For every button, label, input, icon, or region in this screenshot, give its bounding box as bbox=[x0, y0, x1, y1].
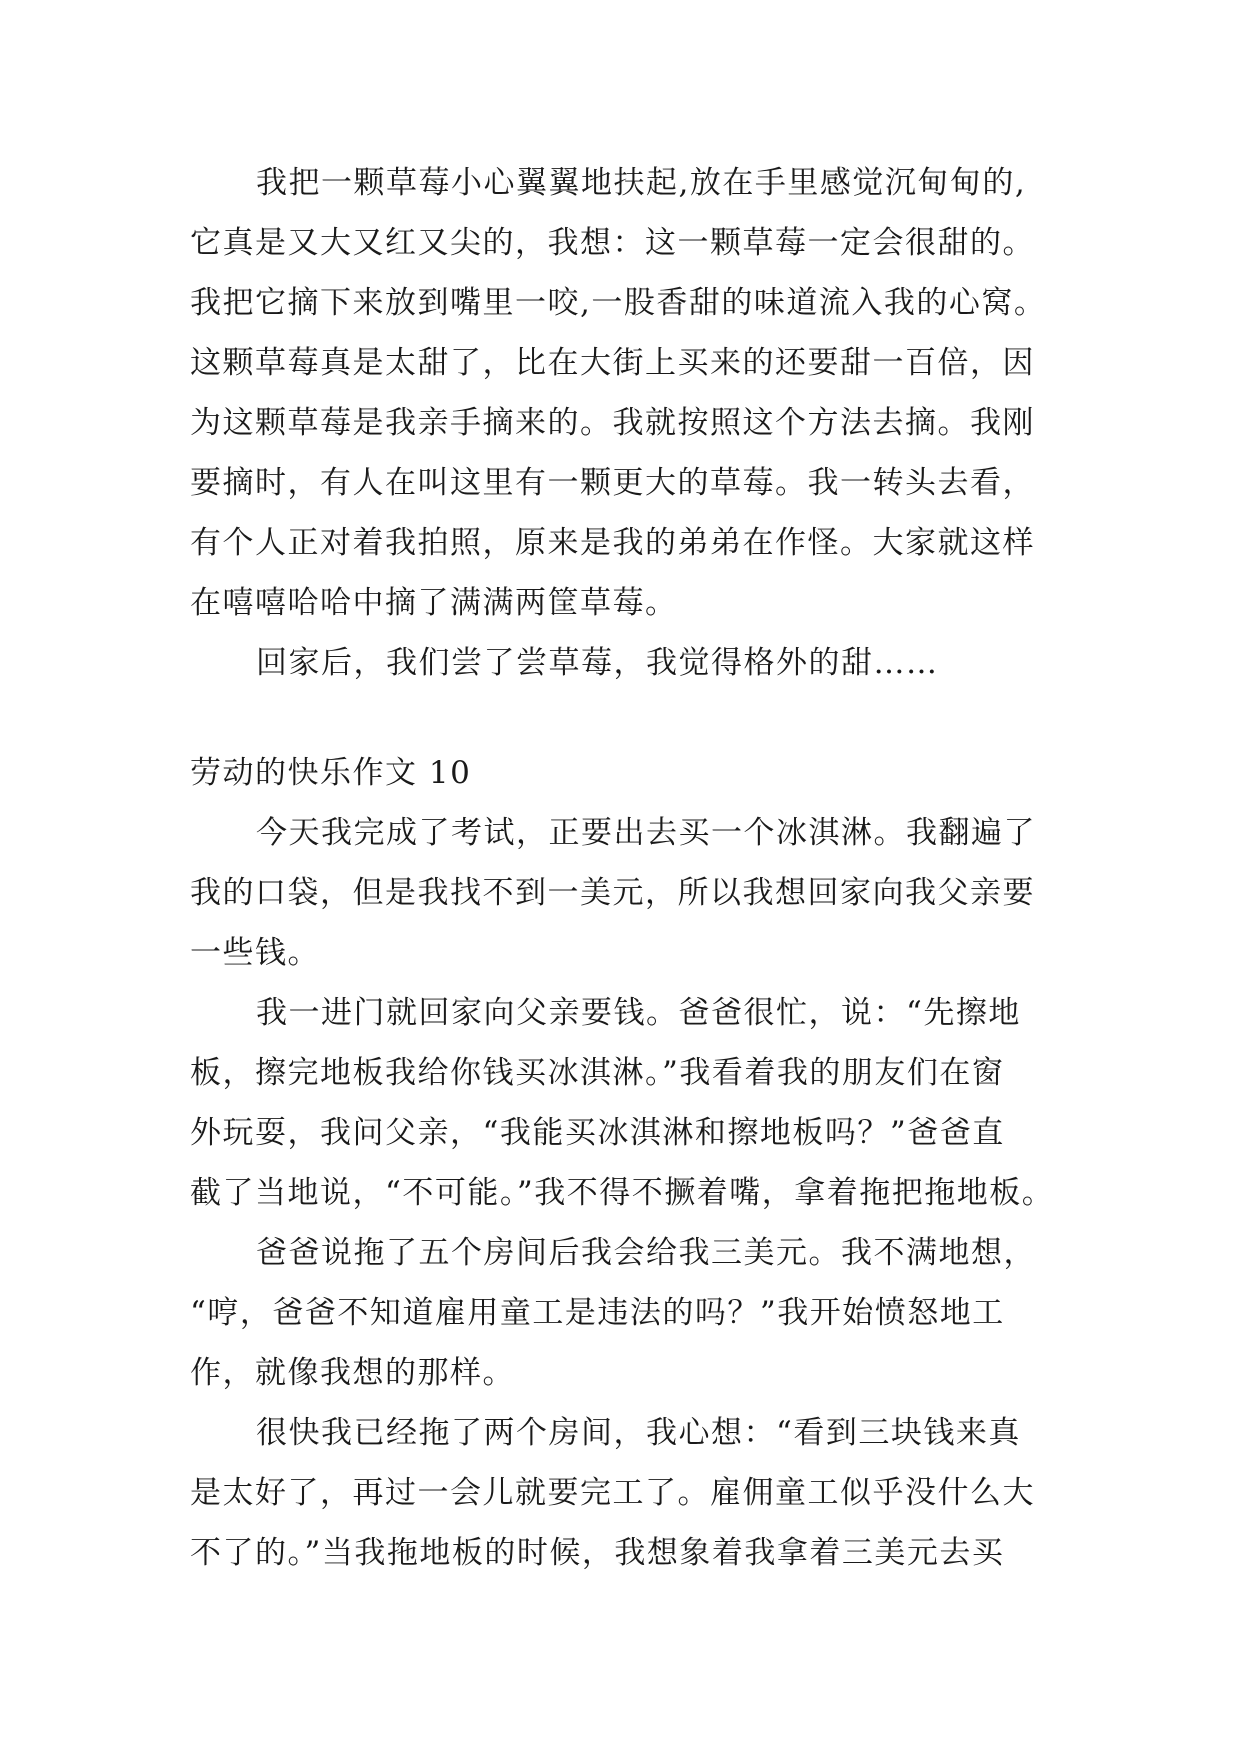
paragraph-line: 我的口袋，但是我找不到一美元，所以我想回家向我父亲要 bbox=[190, 875, 1035, 911]
paragraph-line: 截了当地说，“不可能。”我不得不撅着嘴，拿着拖把拖地板。 bbox=[190, 1175, 1055, 1211]
paragraph-line: 我一进门就回家向父亲要钱。爸爸很忙，说：“先擦地 bbox=[256, 995, 1021, 1031]
paragraph-line: 为这颗草莓是我亲手摘来的。我就按照这个方法去摘。我刚 bbox=[190, 405, 1035, 441]
paragraph-line: 在嘻嘻哈哈中摘了满满两筐草莓。 bbox=[190, 585, 678, 621]
paragraph-line: 今天我完成了考试，正要出去买一个冰淇淋。我翻遍了 bbox=[256, 815, 1036, 851]
paragraph-line: 它真是又大又红又尖的，我想：这一颗草莓一定会很甜的。 bbox=[190, 225, 1035, 261]
paragraph-line: 要摘时，有人在叫这里有一颗更大的草莓。我一转头去看， bbox=[190, 465, 1035, 501]
paragraph-line: 是太好了，再过一会儿就要完工了。雇佣童工似乎没什么大 bbox=[190, 1475, 1035, 1511]
paragraph-line: 不了的。”当我拖地板的时候，我想象着我拿着三美元去买 bbox=[190, 1535, 1005, 1571]
paragraph-line: 有个人正对着我拍照，原来是我的弟弟在作怪。大家就这样 bbox=[190, 525, 1035, 561]
paragraph-line: 我把一颗草莓小心翼翼地扶起,放在手里感觉沉甸甸的, bbox=[256, 165, 1027, 201]
section-title: 劳动的快乐作文 10 bbox=[190, 755, 472, 791]
paragraph-line: 作，就像我想的那样。 bbox=[190, 1355, 515, 1391]
paragraph-line: 爸爸说拖了五个房间后我会给我三美元。我不满地想， bbox=[256, 1235, 1036, 1271]
paragraph-line: 一些钱。 bbox=[190, 935, 320, 971]
paragraph-line: 外玩耍，我问父亲，“我能买冰淇淋和擦地板吗？”爸爸直 bbox=[190, 1115, 1005, 1151]
paragraph-line: 回家后，我们尝了尝草莓，我觉得格外的甜…… bbox=[256, 645, 939, 681]
paragraph-line: 这颗草莓真是太甜了，比在大街上买来的还要甜一百倍，因 bbox=[190, 345, 1035, 381]
paragraph-line: 我把它摘下来放到嘴里一咬,一股香甜的味道流入我的心窝。 bbox=[190, 285, 1047, 321]
paragraph-line: 板，擦完地板我给你钱买冰淇淋。”我看着我的朋友们在窗 bbox=[190, 1055, 1005, 1091]
paragraph-line: 很快我已经拖了两个房间，我心想：“看到三块钱来真 bbox=[256, 1415, 1021, 1451]
paragraph-line: “哼，爸爸不知道雇用童工是违法的吗？”我开始愤怒地工 bbox=[190, 1295, 1005, 1331]
